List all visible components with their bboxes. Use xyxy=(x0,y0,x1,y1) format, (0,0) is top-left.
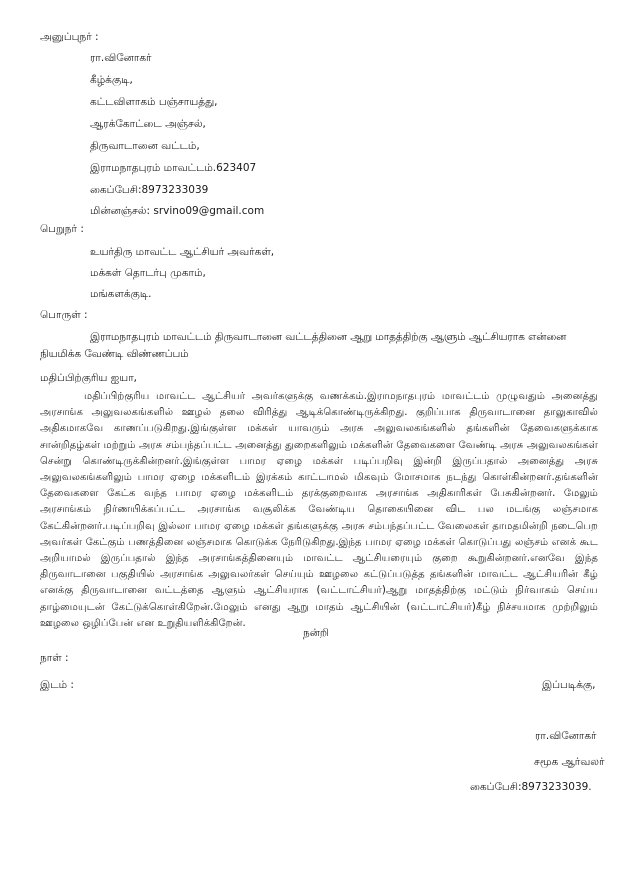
sender-address-line: ஆரக்கோட்டை அஞ்சல், xyxy=(90,118,206,130)
subject-text xyxy=(40,329,600,362)
sender-address-line: இராமநாதபுரம் மாவட்டம்.623407 xyxy=(90,162,257,174)
sender-address-line: கீழ்க்குடி, xyxy=(90,74,133,86)
salutation: மதிப்பிற்குரிய ஐயா, xyxy=(40,372,138,384)
signatory-name: ரா.வினோகர் xyxy=(535,730,597,742)
sender-phone: கைப்பேசி:8973233039 xyxy=(90,184,209,196)
signatory-phone: கைப்பேசி:8973233039. xyxy=(470,781,592,793)
signatory-role: சமூக ஆர்வலர் xyxy=(534,756,605,768)
sender-name: ரா.வினோகர் xyxy=(90,52,152,64)
sender-heading: அனுப்புநர் : xyxy=(40,31,99,43)
subject-paragraph: இராமநாதபுரம் மாவட்டம் திருவாடானை வட்டத்தினை ஆறு மாதத்திற்கு ஆளும் ஆட்சியராக என்னை நியமிக்க வேண்டி விண்ணப்பம் xyxy=(40,331,567,360)
sign-off: இப்படிக்கு, xyxy=(542,679,596,691)
sender-address-line: திருவாடானை வட்டம், xyxy=(90,140,200,152)
recipient-line: மக்கள் தொடர்பு முகாம், xyxy=(90,267,206,279)
recipient-line: உயர்திரு மாவட்ட ஆட்சியர் அவர்கள், xyxy=(90,246,275,258)
subject-heading: பொருள் : xyxy=(40,309,88,321)
sender-email: மின்னஞ்சல்: srvino09@gmail.com xyxy=(90,205,265,217)
recipient-heading: பெறுநர் : xyxy=(40,223,84,235)
thanks: நன்றி xyxy=(303,627,329,639)
recipient-line: மங்களக்குடி. xyxy=(90,288,152,300)
date-label: நாள் : xyxy=(40,652,69,664)
sender-address-line: கட்டவிளாகம் பஞ்சாயத்து, xyxy=(90,96,218,108)
letter-body xyxy=(40,389,598,632)
place-label: இடம் : xyxy=(40,679,74,691)
body-paragraph: மதிப்பிற்குரிய மாவட்ட ஆட்சியர் அவர்களுக்கு வணக்கம்.இராமநாதபுரம் மாவட்டம் முழுவதும் அனைத்து அரசாங்க அலுவலகங்களில் ஊழல் தலை விரித்து ஆடிக்கொண்டிருக்கிறது. குறிப்பாக திருவாடானை தாலுகாவில் அதிகமாகவே காணப்படுகிறது.இங்குள்ள மக்கள் யாவரும் அரசு அலுவலகங்களில் தங்களின் தேவைகளுக்காக சான்றிதழ்கள் மற்றும் அரசு சம்பந்தப்பட்ட அனைத்து துறைகளிலும் மக்களின் தேவைகளை வேண்டி அரசு அலுவலகங்கள் சென்று கொண்டிருக்கின்றனர்.இங்குள்ள பாமர ஏழை மக்கள் படிப்பறிவு இன்றி இருப்பதால் அனைத்து அரசு அலுவலகங்களிலும் பாமர ஏழை மக்களிடம் இரக்கம் காட்டாமல் மிகவும் மோசமாக நடந்து கொள்கின்றனர்.தங்களின் தேவைகளை கேட்க வந்த பாமர ஏழை மக்களிடம் தரக்குறைவாக அரசாங்க அதிகாரிகள் பேசுகின்றனர். மேலும் அரசாங்கம் நிர்ணயிக்கப்பட்ட அரசாங்க வசூலிக்க வேண்டிய தொகையினை விட பல மடங்கு லஞ்சமாக கேட்கின்றனர்.படிப்பறிவு இல்லா பாமர ஏழை மக்கள் தங்களுக்கு அரசு சம்பந்தப்பட்ட வேலைகள் தாமதமின்றி நடைபெற அவர்கள் கேட்கும் பணத்தினை லஞ்சமாக கொடுக்க நேரிடுகிறது.இந்த பாமர ஏழை மக்கள் கொடுப்பது லஞ்சம் எனக் கூட அறியாமல் இருப்பதால் இந்த அரசாங்கத்தினையும் மாவட்ட ஆட்சியரையும் குறை கூறுகின்றனர்.எனவே இந்த திருவாடானை பகுதியில் அரசாங்க அலுவலர்கள் செய்யும் ஊழலை கட்டுப்படுத்த தங்களின் மாவட்ட ஆட்சியரின் கீழ் எனக்கு திருவாடானை வட்டத்தை ஆளும் ஆட்சியராக (வட்டாட்சியர்)ஆறு மாதத்திற்கு மட்டும் நிர்வாகம் செய்ய தாழ்மையுடன் கேட்டுக்கொள்கிறேன்.மேலும் எனது ஆறு மாதம் ஆட்சியின் (வட்டாட்சியர்)கீழ் நிச்சயமாக முற்றிலும் ஊழலை ஒழிப்பேன் என உறுதியளிக்கிறேன். xyxy=(40,391,598,629)
